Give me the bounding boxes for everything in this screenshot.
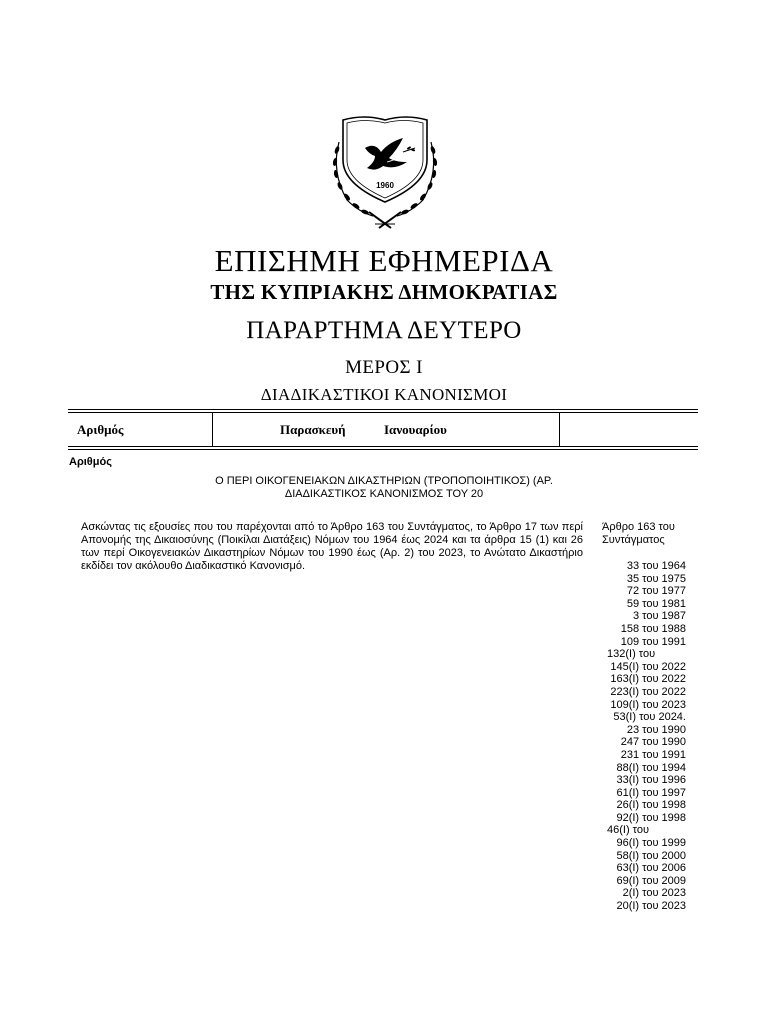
margin-reference: 59 του 1981 <box>626 597 686 610</box>
margin-reference: 53(Ι) του 2024. <box>613 711 686 724</box>
issue-number-label: Αριθμός <box>77 422 124 437</box>
issue-bar-top-rule <box>68 409 698 410</box>
coat-of-arms-emblem <box>329 112 441 232</box>
issue-bar-divider <box>212 413 213 446</box>
document-number-label: Αριθμός <box>69 456 112 468</box>
margin-reference: 61(Ι) του 1997 <box>616 786 686 799</box>
issue-month: Ιανουαρίου <box>384 422 447 437</box>
margin-references-list <box>586 560 686 913</box>
margin-reference: 33(Ι) του 1996 <box>616 774 686 787</box>
margin-reference: 69(Ι) του 2009 <box>616 874 686 887</box>
margin-reference: 3 του 1987 <box>632 610 686 623</box>
margin-reference: 109(Ι) του 2023 <box>610 698 686 711</box>
margin-reference: 46(Ι) του <box>607 824 649 837</box>
margin-reference: 63(Ι) του 2006 <box>616 862 686 875</box>
document-heading-line: ΔΙΑΔΙΚΑΣΤΙΚΟΣ ΚΑΝΟΝΙΣΜΟΣ ΤΟΥ 20 <box>284 488 484 500</box>
margin-reference: 33 του 1964 <box>626 560 686 572</box>
margin-reference: 223(Ι) του 2022 <box>610 685 686 698</box>
margin-reference: 58(Ι) του 2000 <box>616 849 686 862</box>
category-title: ΔΙΑΔΙΚΑΣΤΙΚΟΙ ΚΑΝΟΝΙΣΜΟΙ <box>260 385 508 404</box>
margin-reference: 163(Ι) του 2022 <box>610 673 686 686</box>
margin-reference: 132(Ι) του <box>607 648 656 661</box>
margin-title: Άρθρο 163 του Συντάγματος <box>602 521 675 546</box>
issue-bar-top-rule-inner <box>68 412 698 413</box>
gazette-subtitle: ΤΗΣ ΚΥΠΡΙΑΚΗΣ ΔΗΜΟΚΡΑΤΙΑΣ <box>210 280 558 304</box>
margin-reference: 96(Ι) του 1999 <box>616 837 686 850</box>
issue-bar-bottom-rule-inner <box>68 449 698 450</box>
margin-reference: 72 του 1977 <box>626 585 686 598</box>
margin-reference: 26(Ι) του 1998 <box>616 799 686 812</box>
margin-reference: 247 του 1990 <box>620 736 686 749</box>
margin-reference: 35 του 1975 <box>626 572 686 585</box>
margin-reference: 88(Ι) του 1994 <box>616 761 686 774</box>
margin-reference: 231 του 1991 <box>620 748 686 761</box>
issue-day: Παρασκευή <box>280 422 346 437</box>
document-intro-paragraph: Ασκώντας τις εξουσίες που του παρέχονται από το Άρθρο 163 του Συντάγματος, το Άρθρο 17 των περί Απονομής της Δικαιοσύνης (Ποικίλαι Διατάξεις) Νόμων του 1964 έως 2024 και τα άρθρα 15 (1) και 26 των περί Οικογενειακών Δικαστηρίων Νόμων του 1990 έως (Αρ. 2) του 2023, το Ανώτατο Δικαστήριο εκδίδει τον ακόλουθο Διαδικαστικό Κανονισμό. <box>81 521 583 572</box>
emblem-year: 1960 <box>376 181 394 190</box>
margin-reference: 158 του 1988 <box>620 622 686 635</box>
document-heading-line: Ο ΠΕΡΙ ΟΙΚΟΓΕΝΕΙΑΚΩΝ ΔΙΚΑΣΤΗΡΙΩΝ (ΤΡΟΠΟΠΟΙΗΤΙΚΟΣ) (ΑΡ. <box>215 475 553 487</box>
margin-reference: 92(Ι) του 1998 <box>616 811 686 824</box>
issue-bar-divider <box>559 413 560 446</box>
part-title: ΜΕΡΟΣ Ι <box>345 357 423 378</box>
document-heading <box>160 475 608 501</box>
annex-title: ΠΑΡΑΡΤΗΜΑ ΔΕΥΤΕΡΟ <box>246 317 522 344</box>
margin-reference: 2(Ι) του 2023 <box>622 887 686 900</box>
margin-reference: 109 του 1991 <box>620 635 686 648</box>
issue-bar-bottom-rule <box>68 446 698 447</box>
margin-reference: 145(Ι) του 2022 <box>610 660 686 673</box>
gazette-title: ΕΠΙΣΗΜΗ ΕΦΗΜΕΡΙΔΑ <box>214 243 554 278</box>
margin-reference: 20(Ι) του 2023 <box>616 900 686 913</box>
margin-reference: 23 του 1990 <box>626 723 686 736</box>
